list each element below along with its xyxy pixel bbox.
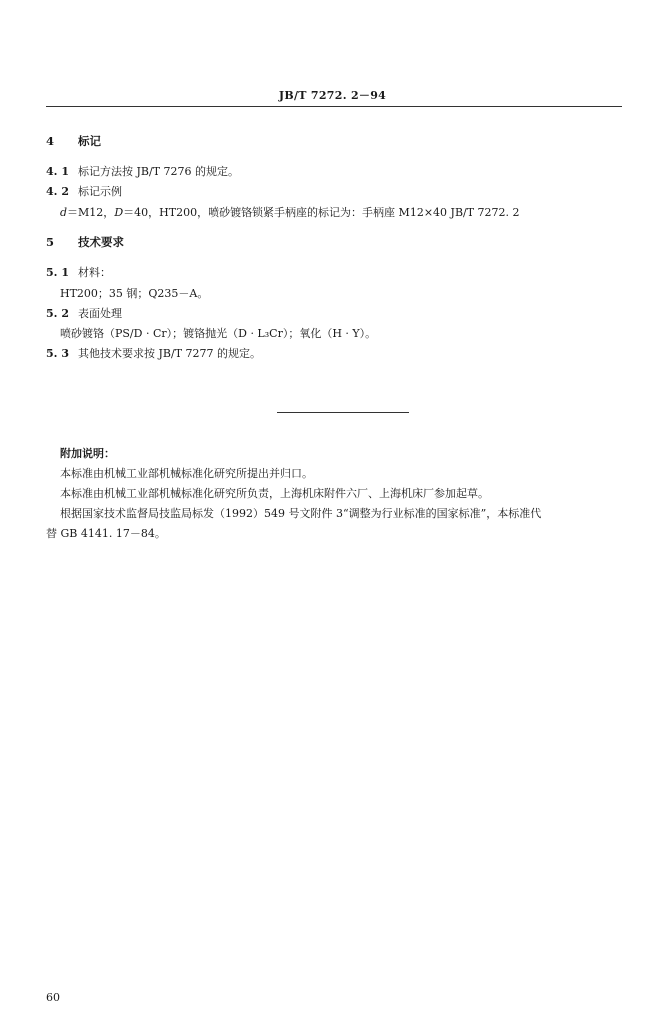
clause-5-1-title: 材料： [78, 266, 111, 279]
section-4-heading [46, 136, 101, 148]
clause-5-3 [46, 348, 261, 359]
header-rule [46, 106, 622, 107]
notes-line-1: 本标准由机械工业部机械标准化研究所提出并归口。 [60, 467, 313, 480]
clause-5-2-title: 表面处理 [78, 307, 122, 320]
marking-example-rest: ＝40，HT200，喷砂镀铬锁紧手柄座的标记为：手柄座 M12×40 JB/T 7272. 2 [123, 206, 520, 219]
end-of-text-rule [277, 412, 409, 413]
clause-5-1-number: 5. 1 [46, 266, 69, 279]
clause-5-2-text: 喷砂镀铬（PS/D · Cr）；镀铬抛光（D · L₃Cr）；氧化（H · Y）。 [60, 327, 377, 340]
clause-4-1 [46, 166, 239, 177]
notes-line-4: 替 GB 4141. 17－84。 [46, 527, 166, 540]
clause-4-2-number: 4. 2 [46, 185, 69, 198]
clause-4-1-text: 标记方法按 JB/T 7276 的规定。 [78, 165, 240, 178]
notes-line-3: 根据国家技术监督局技监局标发（1992）549 号文附件 3“调整为行业标准的国家标准”，本标准代 [60, 507, 542, 520]
standard-number-header: JB/T 7272. 2－94 [278, 89, 387, 102]
clause-4-2-title: 标记示例 [78, 185, 122, 198]
clause-5-3-text: 其他技术要求按 JB/T 7277 的规定。 [78, 347, 262, 360]
clause-5-1-text: HT200；35 钢；Q235－A。 [60, 287, 209, 300]
clause-4-1-number: 4. 1 [46, 165, 69, 178]
marking-example [60, 207, 520, 218]
page-number: 60 [46, 991, 60, 1004]
section-5-heading [46, 237, 124, 249]
marking-example-mid: ＝M12， [67, 206, 115, 219]
clause-5-1 [46, 267, 111, 278]
clause-5-2 [46, 308, 122, 319]
section-5-title: 技术要求 [78, 235, 124, 249]
clause-5-2-number: 5. 2 [46, 307, 69, 320]
marking-example-d: d [60, 206, 68, 219]
section-4-number: 4 [46, 134, 55, 148]
clause-4-2 [46, 186, 122, 197]
notes-title: 附加说明： [60, 447, 115, 460]
notes-line-2: 本标准由机械工业部机械标准化研究所负责，上海机床附件六厂、上海机床厂参加起草。 [60, 487, 489, 500]
section-5-number: 5 [46, 235, 55, 249]
marking-example-D: D [114, 206, 124, 219]
section-4-title: 标记 [78, 134, 101, 148]
clause-5-3-number: 5. 3 [46, 347, 69, 360]
